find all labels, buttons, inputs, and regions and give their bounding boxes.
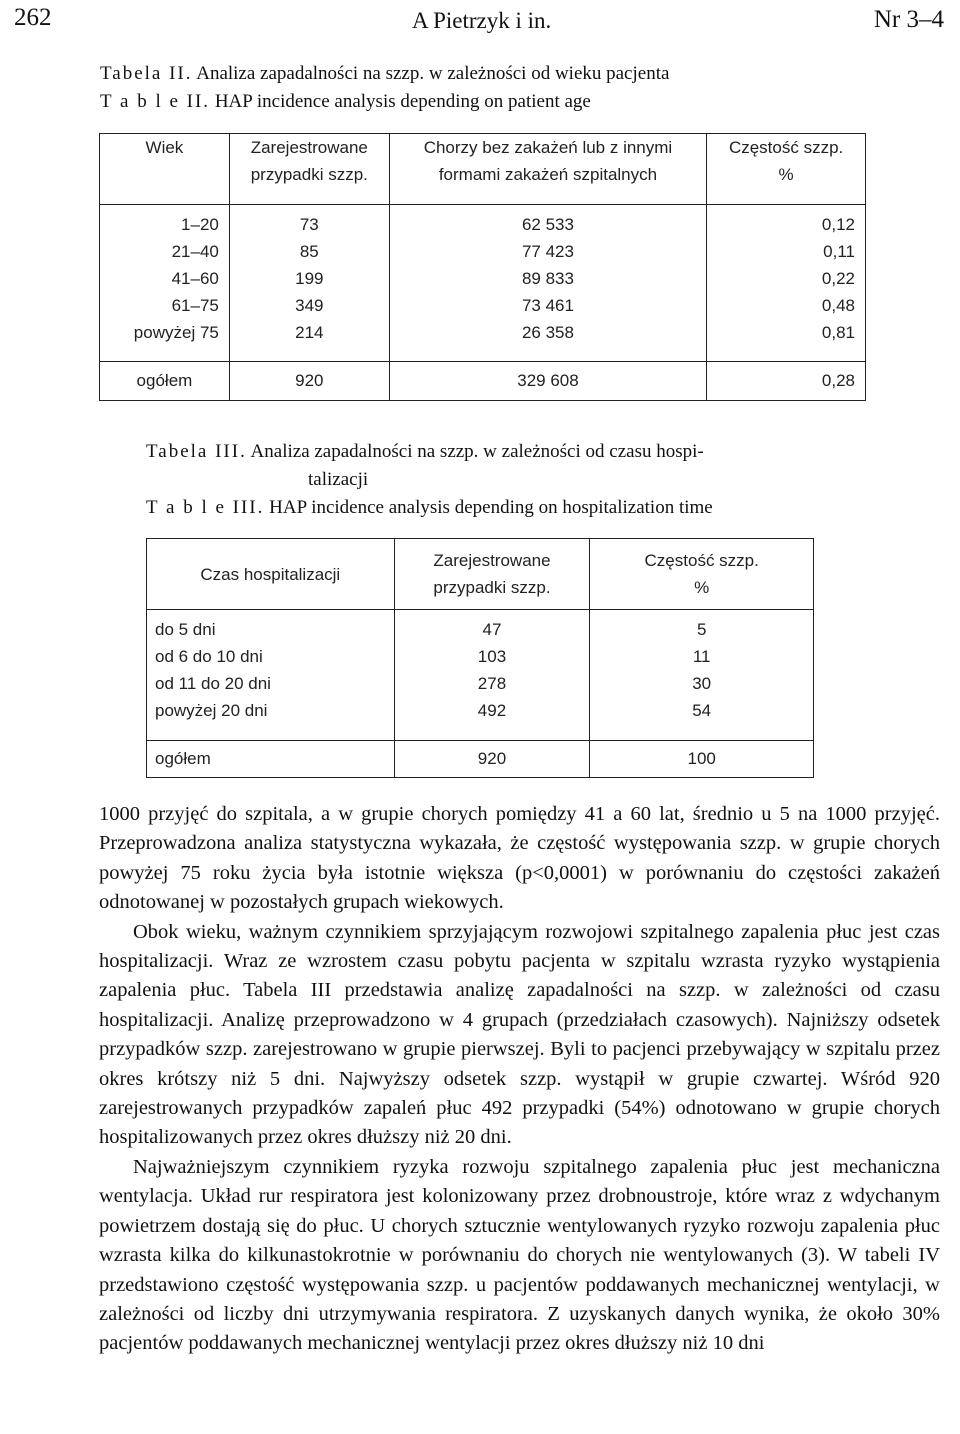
table-cell: 30	[692, 674, 712, 693]
table3-label-pl: Tabela III.	[146, 441, 247, 462]
table-cell: 54	[692, 701, 712, 720]
table2-label-pl: Tabela II.	[100, 63, 193, 84]
table-cell: 199	[295, 269, 324, 288]
table-cell: powyżej 20 dni	[155, 701, 268, 720]
table2-body-row	[100, 205, 866, 362]
running-authors: A Pietrzyk i in.	[412, 8, 552, 33]
table-cell: 492	[477, 701, 507, 720]
table-cell: 0,48	[821, 296, 855, 315]
table3-header-cell: Zarejestrowane przypadki szzp.	[394, 539, 590, 610]
table2-caption	[100, 60, 669, 116]
table2-header-cell: Częstość szzp. %	[707, 134, 866, 205]
paragraph: 1000 przyjęć do szpitala, a w grupie chorych pomiędzy 41 a 60 lat, średnio u 5 na 1000 przyjęć. Przeprowadzona analiza statystyczna wykazała, że częstość występowania szzp. w grupie chorych powyżej 75 roku życia była istotnie większa (p<0,0001) w porównaniu do częstości zakażeń odnotowanej w pozostałych grupach wiekowych.	[99, 803, 940, 914]
table-cell: 26 358	[521, 323, 574, 342]
table-cell: 100	[590, 741, 814, 778]
table-cell: 278	[477, 674, 507, 693]
paragraph: Najważniejszym czynnikiem ryzyka rozwoju szpitalnego zapalenia płuc jest mechaniczna wentylacja. Układ rur respiratora jest kolonizowany przez drobnoustroje, które wraz z wdychanym powietrzem dostają się do płuc. U chorych sztucznie wentylowanych ryzyko rozwoju zapalenia płuc wzrasta kilka do kilkunastokrotnie w porównaniu do chorych nie wentylowanych (3). W tabeli IV przedstawiono częstość występowania szzp. u pacjentów poddawanych mechanicznej wentylacji, w zależności od liczby dni utrzymywania respiratora. Z uzyskanych danych wynika, że około 30% pacjentów poddawanych mechanicznej wentylacji przez okres dłuższy niż 10 dni	[99, 1155, 940, 1355]
table-cell: 329 608	[389, 362, 706, 401]
table2-title-pl: Analiza zapadalności na szzp. w zależności od wieku pacjenta	[196, 63, 670, 84]
table2-patients-column	[389, 205, 706, 362]
table-cell: 0,28	[707, 362, 866, 401]
paragraph: Obok wieku, ważnym czynnikiem sprzyjającym rozwojowi szpitalnego zapalenia płuc jest czas hospitalizacji. Wraz ze wzrostem czasu pobytu pacjenta w szpitalu wzrasta ryzyko wystąpienia zapalenia płuc. Tabela III przedstawia analizę zapadalności na szzp. w zależności od czasu hospitalizacji. Analizę przeprowadzono w 4 grupach (przedziałach czasowych). Najniższy odsetek przypadków szzp. zarejestrowano w grupie pierwszej. Byli to pacjenci przebywający w szpitalu przez okres krótszy niż 5 dni. Najwyższy odsetek szzp. wystąpił w grupie czwartej. Wśród 920 zarejestrowanych przypadków zapaleń płuc 492 przypadki (54%) odnotowano w grupie chorych hospitalizowanych przez okres dłuższy niż 20 dni.	[99, 920, 940, 1149]
table2-caption-en	[100, 88, 669, 116]
table3-header-cell: Częstość szzp. %	[590, 539, 814, 610]
table-cell: 103	[477, 647, 507, 666]
page-number: 262	[14, 4, 52, 31]
table-cell: 61–75	[171, 296, 219, 315]
table3	[146, 538, 814, 778]
running-header	[0, 4, 960, 34]
table2-header-cell: Wiek	[100, 134, 230, 205]
table-cell: 41–60	[171, 269, 219, 288]
table2-header-cell: Chorzy bez zakażeń lub z innymi formami zakażeń szpitalnych	[389, 134, 706, 205]
table3-title-pl: Analiza zapadalności na szzp. w zależności od czasu hospi-	[250, 441, 704, 462]
table-cell: 73	[299, 215, 319, 234]
table3-title-en: HAP incidence analysis depending on hospitalization time	[269, 497, 713, 518]
table2-caption-pl	[100, 60, 669, 88]
table-cell: 0,81	[821, 323, 855, 342]
table-cell: 5	[696, 620, 707, 639]
table-cell: 214	[295, 323, 324, 342]
table3-header-row	[147, 539, 814, 610]
table2-header-row	[100, 134, 866, 205]
table-cell: 920	[229, 362, 389, 401]
table-cell: 0,22	[821, 269, 855, 288]
table-cell: 47	[482, 620, 502, 639]
table2-age-column	[100, 205, 230, 362]
body-text	[99, 800, 940, 1359]
table-cell: 73 461	[521, 296, 574, 315]
table-cell: 0,11	[823, 242, 855, 261]
table3-caption	[146, 438, 836, 522]
table2-registered-column	[229, 205, 389, 362]
table2-title-en: HAP incidence analysis depending on patient age	[214, 91, 591, 112]
table2-rate-column	[707, 205, 866, 362]
table-cell: powyżej 75	[133, 323, 219, 342]
table3-body-row	[147, 610, 814, 741]
table-cell: 11	[692, 647, 711, 666]
table2-header-cell: Zarejestrowane przypadki szzp.	[229, 134, 389, 205]
table-cell: ogółem	[147, 741, 395, 778]
table2	[99, 133, 866, 401]
table-cell: 349	[295, 296, 324, 315]
table-cell: 920	[394, 741, 590, 778]
table-cell: 89 833	[521, 269, 574, 288]
table3-registered-column	[394, 610, 590, 741]
issue-number: Nr 3–4	[873, 6, 944, 33]
table3-caption-en	[146, 494, 836, 522]
table-cell: ogółem	[100, 362, 230, 401]
table-cell: 21–40	[171, 242, 219, 261]
table-cell: 1–20	[181, 215, 219, 234]
table-cell: od 11 do 20 dni	[155, 674, 271, 693]
table3-rate-column	[590, 610, 814, 741]
table2-label-en: T a b l e II.	[100, 91, 211, 112]
table3-total-row	[147, 741, 814, 778]
table-cell: do 5 dni	[155, 620, 216, 639]
table-cell: 0,12	[821, 215, 855, 234]
table-cell: 85	[299, 242, 319, 261]
table3-header-cell: Czas hospitalizacji	[147, 539, 395, 610]
table2-total-row	[100, 362, 866, 401]
table3-title-pl-cont: talizacji	[308, 469, 369, 490]
table3-caption-pl	[146, 438, 836, 494]
table-cell: 77 423	[521, 242, 574, 261]
table3-time-column	[147, 610, 395, 741]
table3-label-en: T a b l e III.	[146, 497, 265, 518]
table-cell: od 6 do 10 dni	[155, 647, 263, 666]
table-cell: 62 533	[521, 215, 574, 234]
